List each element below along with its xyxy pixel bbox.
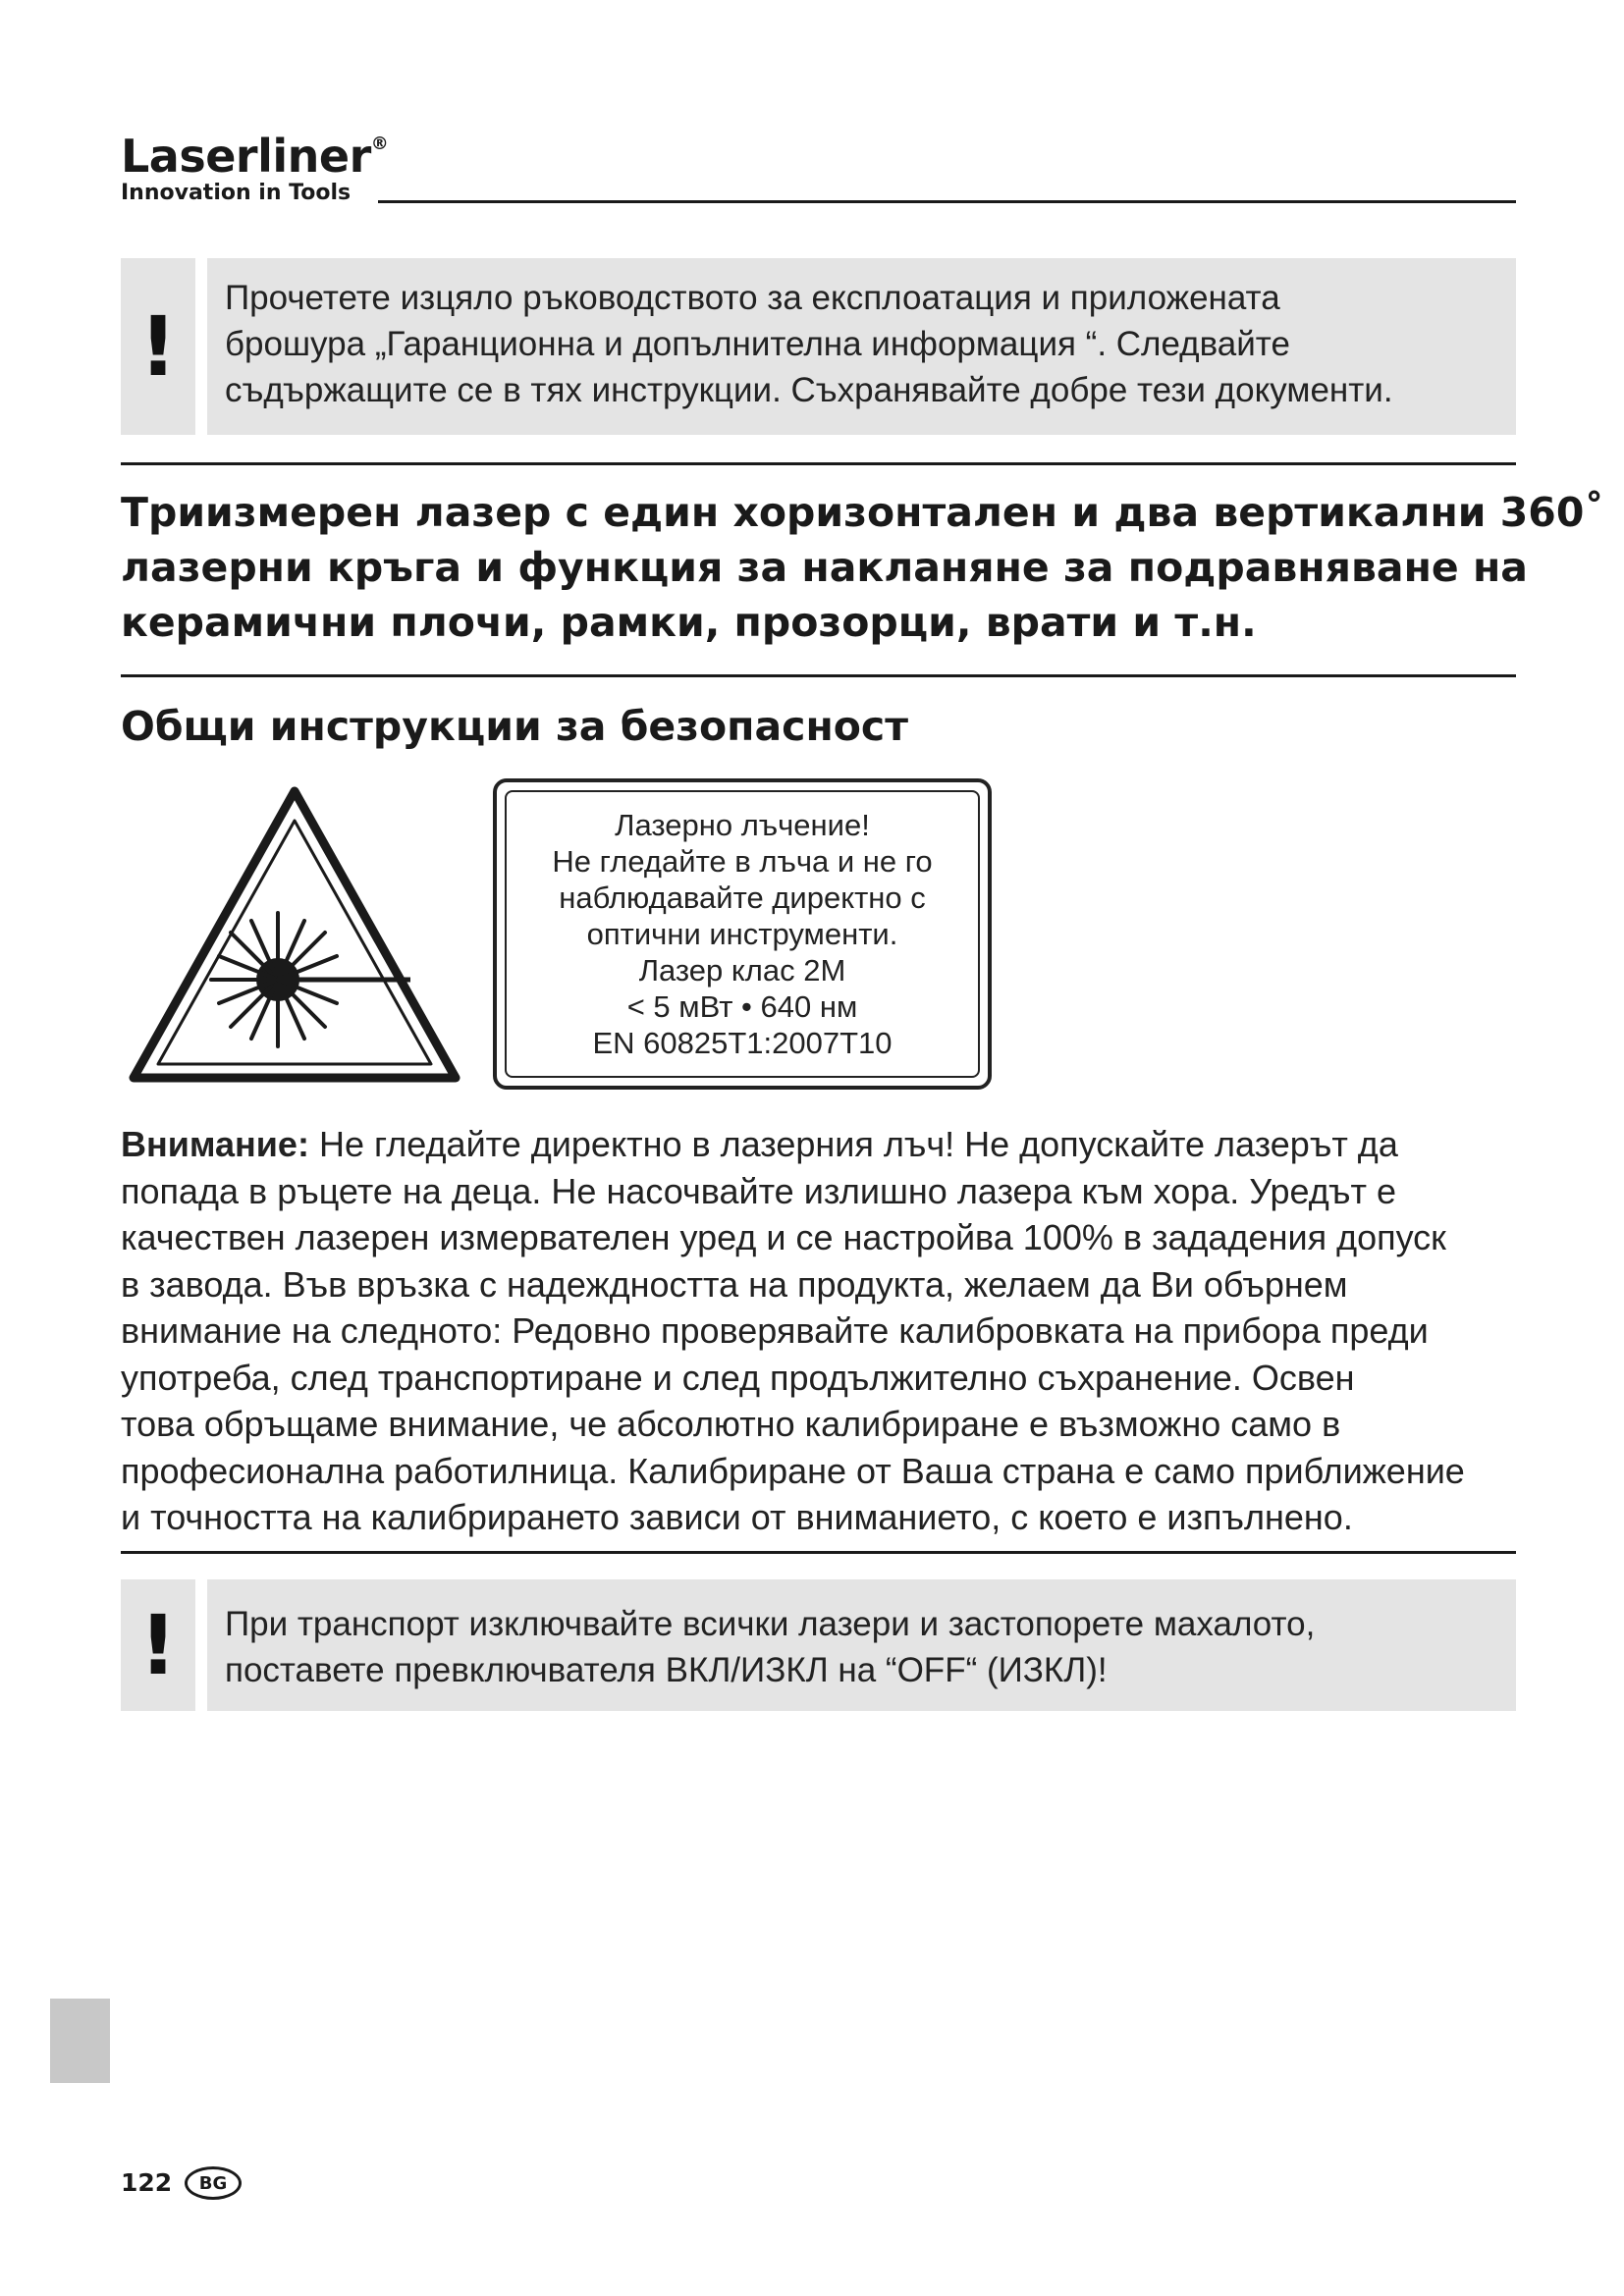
caution-line (121, 1121, 1465, 1168)
title-line: лазерни кръга и функция за накланяне за подравняване на (121, 544, 1528, 591)
caution-paragraph (121, 1121, 1465, 1541)
header-divider (378, 200, 1516, 203)
laser-hazard-triangle-icon (126, 783, 463, 1088)
laser-label-line: оптични инструменти. (586, 917, 898, 951)
laser-label-line: Лазерно лъчение! (615, 808, 870, 842)
section-heading: Общи инструкции за безопасност (121, 703, 909, 750)
caution-line: употреба, след транспортиране и след продължително съхранение. Освен (121, 1357, 1355, 1398)
brand-tagline: Innovation in Tools (121, 181, 352, 205)
brand-logo (121, 130, 389, 183)
notice-bottom-line: поставете превключвателя ВКЛ/ИЗКЛ на “OFF“ (ИЗКЛ)! (225, 1651, 1108, 1689)
title-line: Триизмерен лазер с един хоризонтален и два вертикални 360˚ (121, 489, 1604, 536)
caution-line: професионална работилница. Калибриране от Ваша страна е само приближение (121, 1450, 1465, 1491)
caution-label: Внимание: (121, 1124, 309, 1164)
notice-top-text (207, 258, 1516, 435)
caution-first-line: Не гледайте директно в лазерния лъч! Не допускайте лазерът да (308, 1124, 1398, 1164)
notice-top-exclamation-icon: ! (121, 258, 195, 435)
laser-warning-label (493, 778, 992, 1090)
laser-label-line: Лазер клас 2M (638, 953, 846, 988)
laser-burst-icon (211, 913, 410, 1046)
caution-line: и точността на калибрирането зависи от вниманието, с което е изпълнено. (121, 1497, 1353, 1537)
caution-line: в завода. Във връзка с надеждността на продукта, желаем да Ви обърнем (121, 1263, 1348, 1305)
language-badge: BG (185, 2166, 242, 2200)
divider (121, 674, 1516, 677)
laser-warning-label-inner (505, 790, 980, 1078)
notice-bottom-line: При транспорт изключвайте всички лазери и застопорете махалото, (225, 1605, 1316, 1643)
divider (121, 1551, 1516, 1554)
title-line: керамични плочи, рамки, прозорци, врати и т.н. (121, 599, 1257, 646)
notice-bottom-text (207, 1579, 1516, 1711)
notice-top-line: Прочетете изцяло ръководството за експлоатация и приложената (225, 279, 1280, 317)
caution-line: качествен лазерен измервателен уред и се настройва 100% в зададения допуск (121, 1217, 1446, 1257)
product-title (121, 485, 1604, 650)
caution-line: попада в ръцете на деца. Не насочвайте излишно лазера към хора. Уредът е (121, 1170, 1397, 1211)
laser-label-line: Не гледайте в лъча и не го (552, 844, 933, 879)
laser-label-line: наблюдавайте директно с (559, 881, 926, 915)
laser-label-line: EN 60825T1:2007T10 (592, 1026, 893, 1060)
divider (121, 462, 1516, 465)
registered-mark: ® (370, 133, 389, 154)
caution-line: внимание на следното: Редовно проверявайте калибровката на прибора преди (121, 1310, 1429, 1351)
caution-line: това обръщаме внимание, че абсолютно калибриране е възможно само в (121, 1404, 1341, 1444)
brand-name: Laserliner (121, 130, 371, 183)
notice-top-line: съдържащите се в тях инструкции. Съхранявайте добре тези документи. (225, 371, 1393, 409)
notice-bottom-exclamation-icon: ! (121, 1579, 195, 1711)
laser-label-line: < 5 мВт • 640 нм (626, 989, 858, 1024)
page-number: 122 (121, 2168, 173, 2197)
side-section-tab (50, 1999, 110, 2083)
notice-top-line: брошура „Гаранционна и допълнителна информация “. Следвайте (225, 325, 1290, 363)
